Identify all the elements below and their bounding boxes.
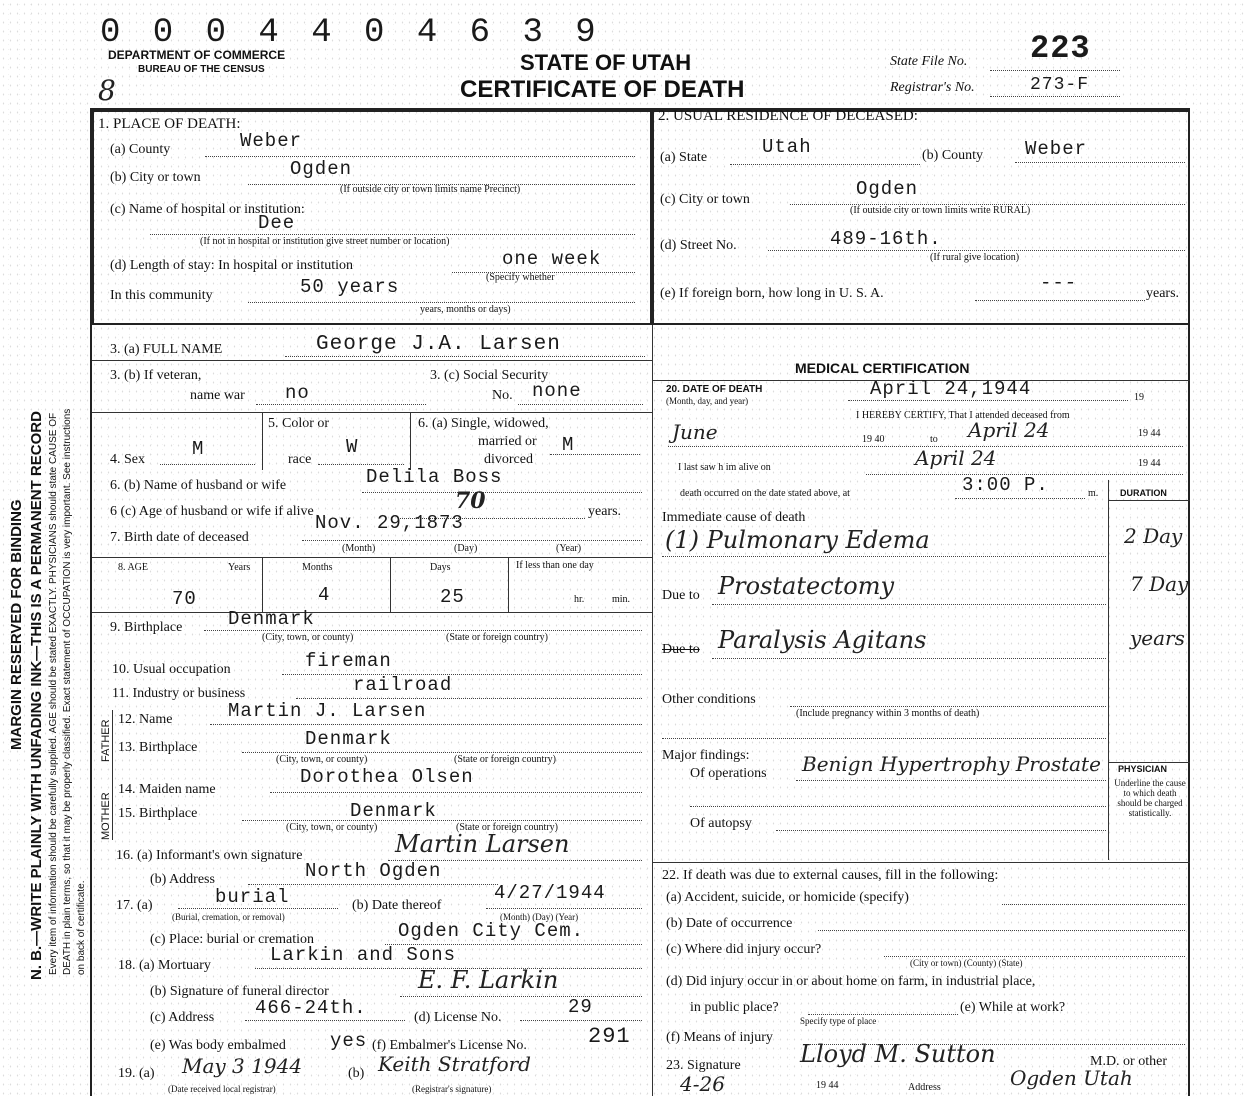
other-conditions-note: (Include pregnancy within 3 months of death): [796, 708, 980, 719]
due-to-2-duration-value: years: [1130, 626, 1185, 650]
hospital-note: (If not in hospital or institution give street number or location): [200, 236, 450, 247]
city-value: Ogden: [290, 158, 353, 180]
license-label: (d) License No.: [414, 1010, 502, 1025]
community-note: years, months or days): [420, 304, 511, 315]
physician-signature: Lloyd M. Sutton: [800, 1040, 996, 1068]
mother-birthplace-note: (City, town, or county): [286, 822, 378, 833]
attended-from-value: June: [672, 420, 718, 444]
war-value: no: [285, 382, 310, 404]
state-title: STATE OF UTAH: [520, 50, 692, 75]
death-time-value: 3:00 P.: [962, 474, 1049, 496]
embalmer-license-value: 291: [588, 1024, 631, 1049]
informant-address-value: North Ogden: [305, 860, 442, 882]
bureau-label: BUREAU OF THE CENSUS: [138, 64, 265, 75]
res-street-label: (d) Street No.: [660, 238, 737, 253]
registrar-signature: Keith Stratford: [378, 1052, 531, 1076]
spouse-label: 6. (b) Name of husband or wife: [110, 478, 287, 493]
res-state-label: (a) State: [660, 150, 708, 165]
father-birthplace-value: Denmark: [305, 728, 392, 750]
disposition-label: 17. (a): [116, 898, 153, 913]
sex-label: 4. Sex: [110, 452, 145, 467]
state-file-number: 223: [1030, 30, 1091, 67]
informant-signature: Martin Larsen: [395, 830, 570, 858]
stay-note: (Specify whether: [486, 272, 555, 283]
death-date-label: 20. DATE OF DEATH: [666, 384, 763, 395]
registrar-label: Registrar's No.: [890, 80, 975, 95]
city-note: (If outside city or town limits name Precinct): [340, 184, 521, 195]
age-label: 8. AGE: [118, 562, 148, 573]
father-name-label: 12. Name: [118, 712, 173, 727]
due-to-label: Due to: [662, 588, 700, 603]
physician-heading: PHYSICIAN: [1118, 764, 1168, 774]
war-label: name war: [190, 388, 245, 403]
county-label: (a) County: [110, 142, 171, 157]
res-city-note: (If outside city or town limits write RURAL): [850, 205, 1031, 216]
birthplace-value: Denmark: [228, 608, 315, 630]
attended-to-value: April 24: [968, 418, 1050, 442]
immediate-cause-label: Immediate cause of death: [662, 510, 806, 525]
where-injury-note: (City or town) (County) (State): [910, 958, 1023, 968]
where-injury-label: (c) Where did injury occur?: [666, 942, 822, 957]
spouse-age-label: 6 (c) Age of husband or wife if alive: [110, 504, 314, 519]
medical-heading: MEDICAL CERTIFICATION: [795, 360, 970, 376]
death-date-year-prefix: 19: [1134, 392, 1144, 403]
residence-heading: 2. USUAL RESIDENCE OF DECEASED:: [658, 108, 918, 124]
disposal-date-value: 4/27/1944: [494, 882, 606, 904]
res-foreign-value: ---: [1040, 272, 1078, 294]
res-city-label: (c) City or town: [660, 192, 750, 207]
mother-side-label: MOTHER: [100, 792, 112, 840]
father-birthplace-label: 13. Birthplace: [118, 740, 198, 755]
mortuary-label: 18. (a) Mortuary: [118, 958, 211, 973]
funeral-address-value: 466-24th.: [255, 997, 367, 1019]
last-saw-label: I last saw h im alive on: [678, 462, 771, 473]
stay-hospital-value: one week: [502, 248, 602, 270]
father-birthplace-note: (City, town, or county): [276, 754, 368, 765]
color-label: 5. Color or: [268, 416, 330, 431]
disposition-note: (Burial, cremation, or removal): [172, 912, 285, 922]
occupation-value: fireman: [305, 650, 392, 672]
funeral-director-signature: E. F. Larkin: [418, 966, 559, 994]
birth-date-label: 7. Birth date of deceased: [110, 530, 249, 545]
informant-signature-label: 16. (a) Informant's own signature: [116, 848, 303, 863]
while-at-work-label: (e) While at work?: [960, 1000, 1066, 1015]
spouse-age-unit: years.: [588, 504, 622, 519]
registrar-sig-note: (Registrar's signature): [412, 1084, 492, 1094]
physician-note: Underline the cause to which death should be charged statistically.: [1114, 778, 1186, 818]
due-to-value: Prostatectomy: [718, 572, 895, 600]
birth-month-label: (Month): [342, 543, 376, 554]
registrar-number: 273-F: [1030, 75, 1090, 95]
sex-value: M: [192, 438, 205, 460]
ssn-value: none: [532, 380, 582, 402]
binding-margin: [0, 0, 90, 1096]
mother-birthplace-label: 15. Birthplace: [118, 806, 198, 821]
res-city-value: Ogden: [856, 178, 919, 200]
margin-instructions-1: Every item of information should be carefully supplied. AGE should be stated EXACTLY. PHYSICIANS should state CAUSE OF: [48, 412, 59, 975]
industry-label: 11. Industry or business: [112, 686, 246, 701]
embalmed-label: (e) Was body embalmed: [150, 1038, 286, 1053]
age-days-label: Days: [430, 562, 451, 573]
death-date-sublabel: (Month, day, and year): [666, 396, 749, 406]
veteran-label: 3. (b) If veteran,: [110, 368, 202, 383]
ssn-label: 3. (c) Social Security: [430, 368, 549, 383]
due-to-duration-value: 7 Day: [1130, 572, 1189, 596]
certify-text: I HEREBY CERTIFY, That I attended deceased from: [856, 410, 1070, 421]
time-m-label: m.: [1088, 488, 1099, 499]
mother-name-label: 14. Maiden name: [118, 782, 216, 797]
margin-instructions-3: on back of certificate.: [76, 880, 87, 975]
age-hr-label: hr.: [574, 594, 585, 605]
father-birthplace-note-2: (State or foreign country): [454, 754, 556, 765]
father-name-value: Martin J. Larsen: [228, 700, 427, 722]
marital-label: 6. (a) Single, widowed,: [418, 416, 549, 431]
age-years-value: 70: [172, 588, 197, 610]
res-foreign-unit: years.: [1146, 286, 1180, 301]
embalmer-license-label: (f) Embalmer's License No.: [372, 1038, 527, 1053]
age-months-label: Months: [302, 562, 333, 573]
county-value: Weber: [240, 130, 303, 152]
signature-address-label: Address: [908, 1082, 941, 1093]
birth-day-label: (Day): [454, 543, 478, 554]
mother-birthplace-note-2: (State or foreign country): [456, 822, 558, 833]
birthplace-note-2: (State or foreign country): [446, 632, 548, 643]
spouse-age-value: 70: [455, 488, 486, 514]
res-county-value: Weber: [1025, 138, 1088, 160]
death-date-value: April 24,1944: [870, 378, 1032, 400]
age-months-value: 4: [318, 584, 331, 606]
funeral-director-label: (b) Signature of funeral director: [150, 984, 329, 999]
signature-address-value: Ogden Utah: [1010, 1066, 1133, 1090]
informant-address-label: (b) Address: [150, 872, 215, 887]
accident-label: (a) Accident, suicide, or homicide (specify): [666, 890, 909, 905]
immediate-cause-value: (1) Pulmonary Edema: [665, 526, 930, 554]
birthplace-label: 9. Birthplace: [110, 620, 183, 635]
community-value: 50 years: [300, 276, 400, 298]
race-value: W: [346, 436, 359, 458]
major-findings-label: Major findings:: [662, 748, 750, 763]
city-label: (b) City or town: [110, 170, 201, 185]
margin-permanent-record: N. B.—WRITE PLAINLY WITH UNFADING INK—THIS IS A PERMANENT RECORD: [28, 411, 45, 980]
due-to-2-label: Due to: [662, 642, 700, 657]
mortuary-value: Larkin and Sons: [270, 944, 457, 966]
state-file-label: State File No.: [890, 54, 968, 69]
signature-date-value: 4-26: [680, 1072, 725, 1096]
duration-heading: DURATION: [1120, 488, 1167, 498]
md-label: M.D. or other: [1090, 1054, 1167, 1069]
birth-year-label: (Year): [556, 543, 582, 554]
birth-date-value: Nov. 29,1873: [315, 512, 464, 534]
res-county-label: (b) County: [922, 148, 984, 163]
attended-to-year: 19 44: [1138, 428, 1161, 439]
operations-value: Benign Hypertrophy Prostate: [802, 752, 1101, 776]
marital-label-2: married or: [478, 434, 537, 449]
disposition-value: burial: [215, 886, 290, 908]
full-name-value: George J.A. Larsen: [316, 333, 561, 356]
farm-injury-label: (d) Did injury occur in or about home on farm, in industrial place,: [666, 974, 1036, 989]
serial-number: 0 0 0 4 4 0 4 6 3 9: [100, 14, 602, 52]
race-label: race: [288, 452, 312, 467]
occupation-label: 10. Usual occupation: [112, 662, 231, 677]
certificate-title: CERTIFICATE OF DEATH: [460, 76, 745, 103]
father-side-label: FATHER: [100, 719, 112, 762]
public-place-label: in public place?: [690, 1000, 779, 1015]
department-label: DEPARTMENT OF COMMERCE: [108, 48, 286, 62]
res-state-value: Utah: [762, 136, 812, 158]
margin-binding-text: MARGIN RESERVED FOR BINDING: [8, 499, 25, 750]
hospital-value: Dee: [258, 212, 296, 234]
signature-year: 19 44: [816, 1080, 839, 1091]
age-years-label: Years: [228, 562, 251, 573]
place-of-death-heading: 1. PLACE OF DEATH:: [98, 116, 241, 132]
occurred-label: death occurred on the date stated above, at: [680, 488, 850, 499]
burial-place-label: (c) Place: burial or cremation: [150, 932, 315, 947]
immediate-duration-value: 2 Day: [1124, 524, 1183, 548]
res-street-value: 489-16th.: [830, 228, 942, 250]
burial-place-value: Ogden City Cem.: [398, 920, 585, 942]
hospital-label: (c) Name of hospital or institution:: [110, 202, 305, 217]
margin-instructions-2: DEATH in plain terms, so that it may be properly classified. Exact statement of OCCUPATION is very important. See instructions: [62, 408, 73, 975]
physician-signature-label: 23. Signature: [666, 1058, 741, 1073]
autopsy-label: Of autopsy: [690, 816, 752, 831]
mother-birthplace-value: Denmark: [350, 800, 437, 822]
marital-value: M: [562, 434, 575, 456]
birthplace-note: (City, town, or county): [262, 632, 354, 643]
attended-from-year: 19 40: [862, 434, 885, 445]
margin-mark: 8: [98, 74, 116, 107]
operations-label: Of operations: [690, 766, 767, 781]
marital-label-3: divorced: [484, 452, 533, 467]
last-saw-year: 19 44: [1138, 458, 1161, 469]
due-to-2-value: Paralysis Agitans: [718, 626, 927, 654]
last-saw-value: April 24: [915, 446, 997, 470]
public-place-note: Specify type of place: [800, 1016, 877, 1026]
mother-name-value: Dorothea Olsen: [300, 766, 474, 788]
attended-to-label: to: [930, 434, 938, 445]
ssn-no-label: No.: [492, 388, 513, 403]
disposal-date-note: (Month) (Day) (Year): [500, 912, 579, 922]
other-conditions-label: Other conditions: [662, 692, 756, 707]
disposal-date-label: (b) Date thereof: [352, 898, 442, 913]
age-min-label: min.: [612, 594, 631, 605]
res-street-note: (If rural give location): [930, 252, 1020, 263]
industry-value: railroad: [353, 674, 453, 696]
spouse-value: Delila Boss: [366, 466, 503, 488]
occurrence-date-label: (b) Date of occurrence: [666, 916, 793, 931]
stay-label: (d) Length of stay: In hospital or institution: [110, 258, 354, 273]
full-name-label: 3. (a) FULL NAME: [110, 342, 223, 357]
embalmed-value: yes: [330, 1030, 368, 1052]
license-value: 29: [568, 996, 593, 1018]
age-less-label: If less than one day: [516, 560, 594, 571]
external-causes-label: 22. If death was due to external causes, fill in the following:: [662, 868, 999, 883]
registrar-sig-label: (b): [348, 1066, 365, 1081]
filed-label: 19. (a): [118, 1066, 155, 1081]
means-injury-label: (f) Means of injury: [666, 1030, 773, 1045]
filed-date-note: (Date received local registrar): [168, 1084, 276, 1094]
funeral-address-label: (c) Address: [150, 1010, 215, 1025]
res-foreign-label: (e) If foreign born, how long in U. S. A.: [660, 286, 884, 301]
age-days-value: 25: [440, 586, 465, 608]
filed-date-value: May 3 1944: [182, 1054, 303, 1078]
community-label: In this community: [110, 288, 213, 303]
